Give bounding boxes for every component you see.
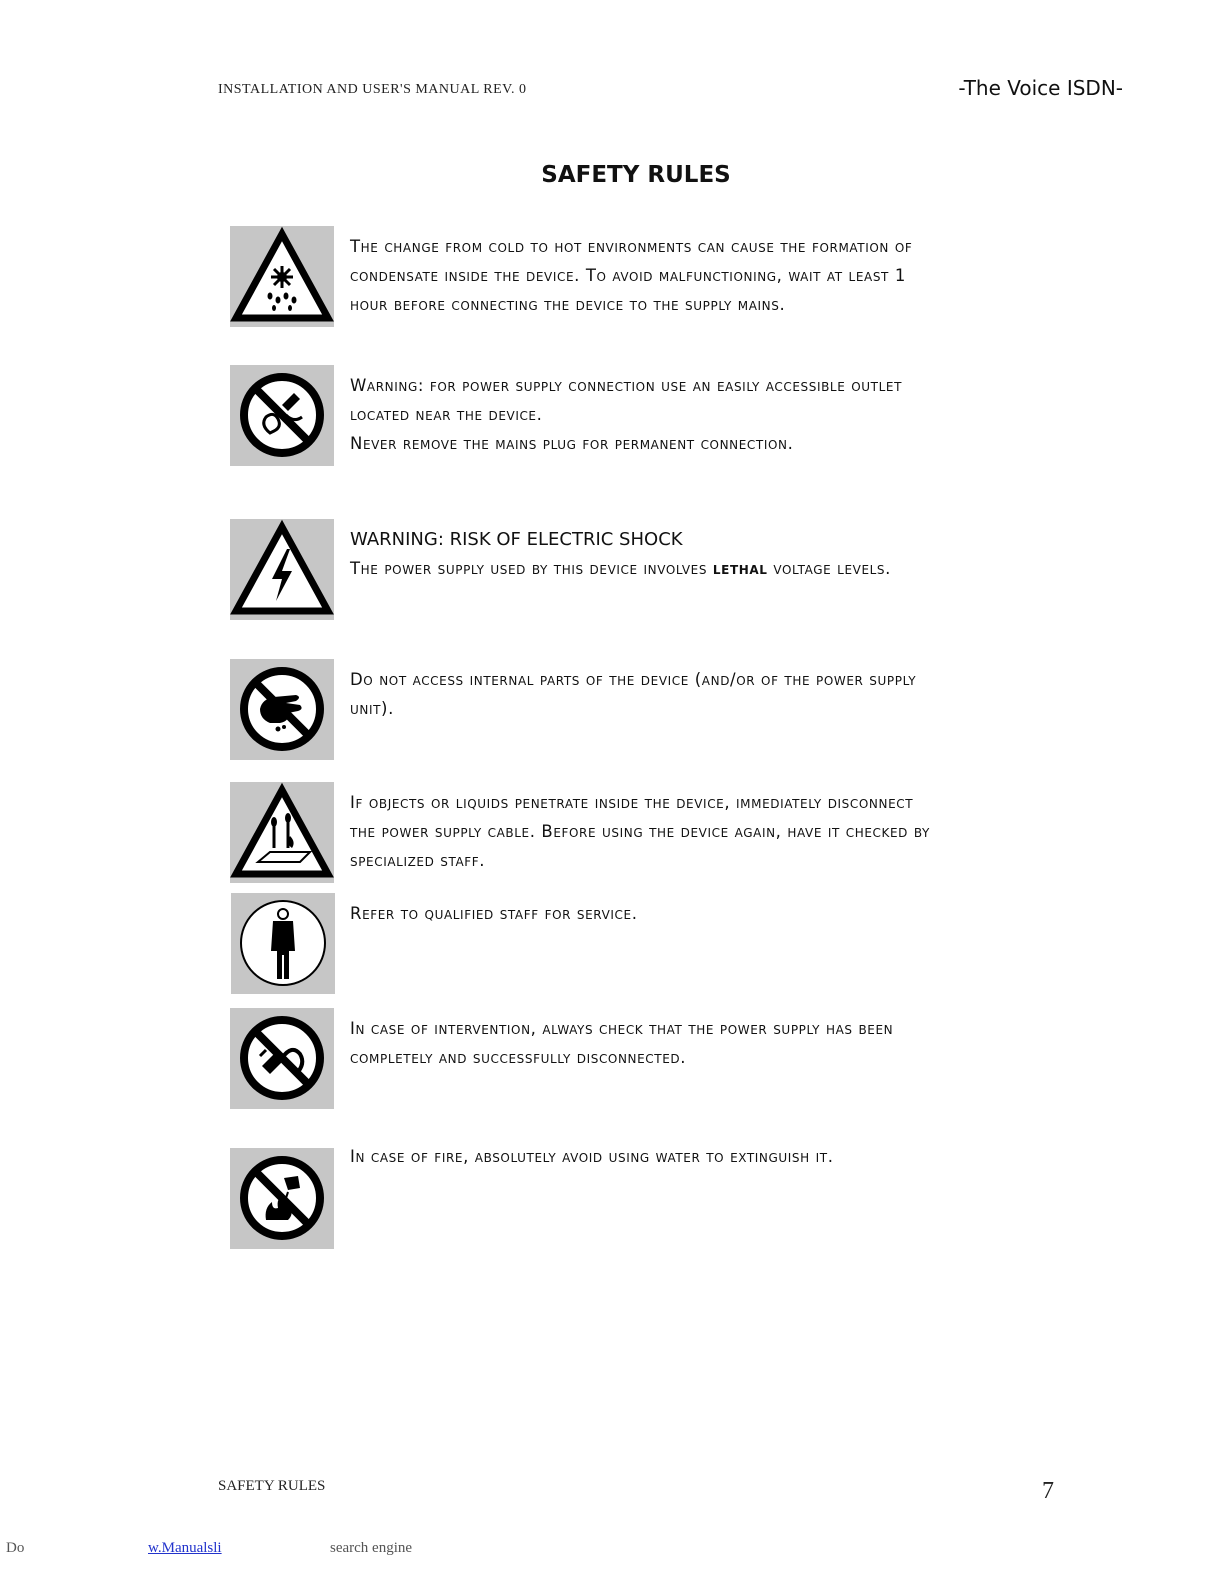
rule-line: hour before connecting the device to the supply mains.: [350, 295, 786, 314]
safety-rule-liquids: [230, 782, 1080, 881]
rule-line: Do not access internal parts of the device (and/or of the power supply: [350, 670, 917, 689]
rule-line: Refer to qualified staff for service.: [350, 904, 638, 923]
safety-rule-electric-shock: [230, 519, 1080, 619]
rule-line: In case of fire, absolutely avoid using water to extinguish it.: [350, 1147, 834, 1166]
rule-text: [350, 232, 1070, 319]
rule-line: condensate inside the device. To avoid malfunctioning, wait at least 1: [350, 266, 906, 285]
header-manual-title: INSTALLATION AND USER'S MANUAL REV. 0: [218, 82, 527, 97]
footer-section-title: SAFETY RULES: [218, 1478, 326, 1494]
rule-line: In case of intervention, always check that the power supply has been: [350, 1019, 894, 1038]
rule-line: The change from cold to hot environments can cause the formation of: [350, 237, 913, 256]
rule-line-start: The power supply used by this device involves: [350, 559, 713, 578]
rule-heading: WARNING: RISK OF ELECTRIC SHOCK: [350, 529, 683, 550]
unplug-icon: [230, 1008, 334, 1109]
page-number: 7: [1042, 1478, 1054, 1504]
rule-text: [350, 1142, 1070, 1171]
no-touch-icon: [230, 659, 334, 760]
rule-line: Never remove the mains plug for permanent connection.: [350, 434, 794, 453]
rule-text: [350, 525, 1070, 583]
rule-text: [350, 371, 1070, 458]
safety-rule-condensation: [230, 226, 1080, 327]
rule-line: unit).: [350, 699, 394, 718]
rule-line: [350, 554, 1070, 583]
qualified-staff-icon: [231, 893, 335, 994]
condensation-warning-icon: [230, 226, 334, 327]
emphasis-word: lethal: [712, 559, 768, 578]
rule-line: If objects or liquids penetrate inside the device, immediately disconnect: [350, 793, 914, 812]
rule-line-end: voltage levels.: [767, 559, 891, 578]
header-product-name: -The Voice ISDN-: [958, 76, 1123, 100]
rule-text: [350, 665, 1070, 723]
watermark-text-end: search engine: [330, 1540, 413, 1556]
no-water-on-fire-icon: [230, 1148, 334, 1249]
safety-rule-disconnect: [230, 1008, 1080, 1107]
safety-rule-fire: [230, 1148, 1080, 1247]
watermark-link[interactable]: w.Manualsli: [148, 1540, 222, 1556]
page-title: SAFETY RULES: [541, 162, 731, 188]
safety-rule-power-outlet: [230, 365, 1080, 464]
no-cutting-cable-icon: [230, 365, 334, 466]
safety-rule-qualified-staff: [230, 893, 1080, 994]
safety-rule-internal-parts: [230, 659, 1080, 758]
rule-line: located near the device.: [350, 405, 543, 424]
rule-line: completely and successfully disconnected.: [350, 1048, 687, 1067]
rule-line: Warning: for power supply connection use an easily accessible outlet: [350, 376, 902, 395]
liquid-ingress-warning-icon: [230, 782, 334, 883]
electric-shock-icon: [230, 519, 334, 620]
rule-line: specialized staff.: [350, 851, 486, 870]
rule-text: [350, 788, 1070, 875]
rule-line: the power supply cable. Before using the device again, have it checked by: [350, 822, 930, 841]
watermark-text-start: Do: [6, 1540, 25, 1556]
rule-text: [350, 899, 1070, 928]
rule-text: [350, 1014, 1070, 1072]
